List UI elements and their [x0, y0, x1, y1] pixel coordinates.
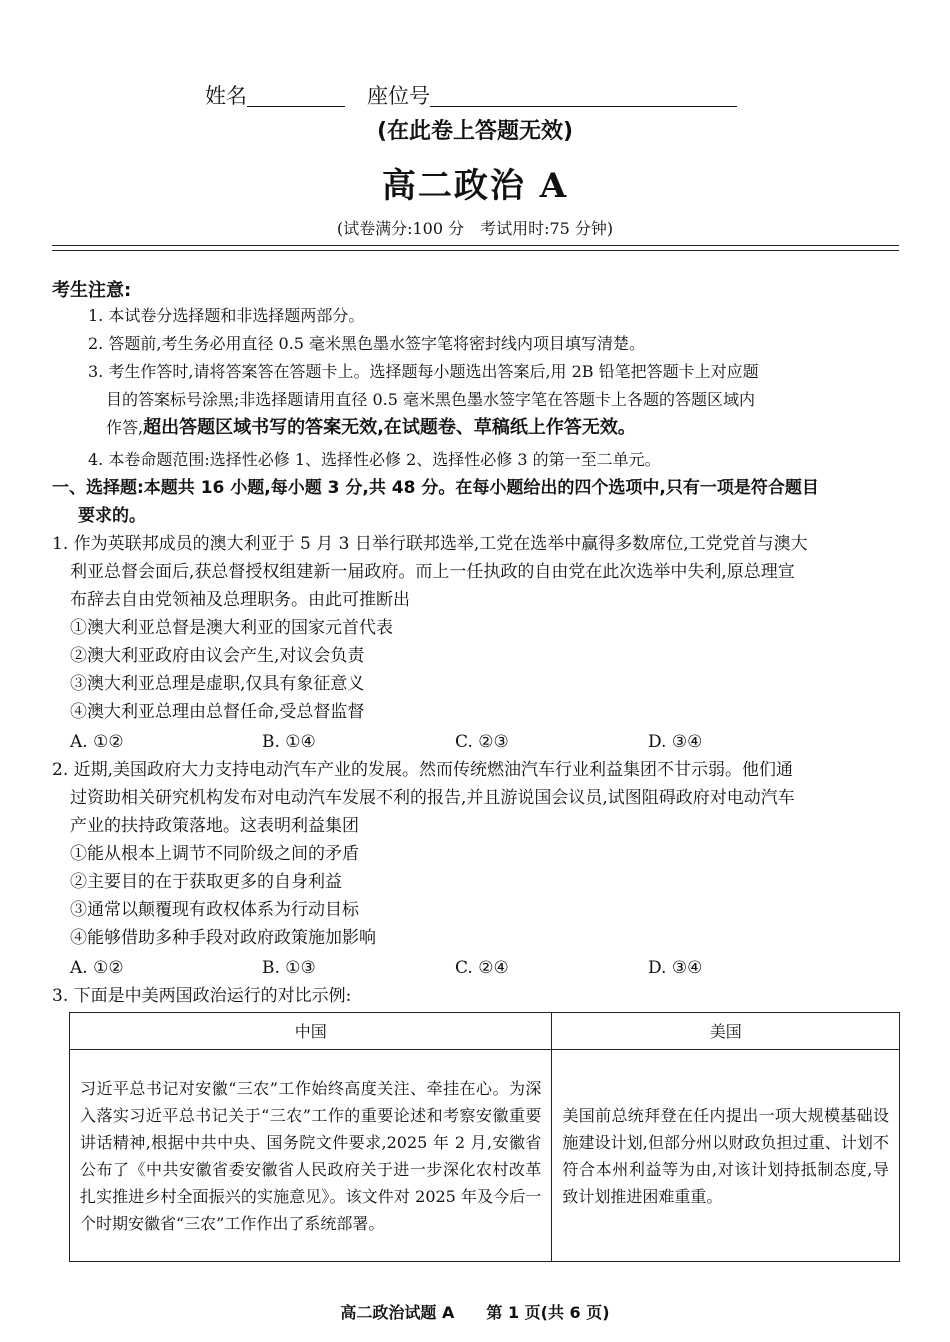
question-2-statement-1: ①能从根本上调节不同阶级之间的矛盾	[70, 844, 359, 864]
question-1-stem	[52, 530, 900, 614]
question-1-option-c[interactable]: C. ②③	[455, 732, 509, 752]
section-heading	[52, 474, 902, 530]
question-2-stem-line1: 2. 近期,美国政府大力支持电动汽车产业的发展。然而传统燃油汽车行业利益集团不甘示弱。他们通	[52, 760, 794, 780]
question-2-stem-line3: 产业的扶持政策落地。这表明利益集团	[70, 816, 359, 836]
note-item-3-line2: 目的答案标号涂黑;非选择题请用直径 0.5 毫米黑色墨水签字笔在答题卡上各题的答题区域内	[106, 390, 756, 409]
question-2-option-c[interactable]: C. ②④	[455, 958, 509, 978]
note-item-3	[88, 358, 900, 442]
note-item-2: 2. 答题前,考生务必用直径 0.5 毫米黑色墨水签字笔将密封线内项目填写清楚。	[88, 334, 646, 353]
name-label: 姓名	[205, 84, 247, 108]
question-2-stem	[52, 756, 900, 840]
note-item-3-line3-plain: 作答,	[106, 418, 144, 437]
question-2-stem-line2: 过资助相关研究机构发布对电动汽车发展不利的报告,并且游说国会议员,试图阻碍政府对电动汽车	[70, 788, 795, 808]
question-2-statement-4: ④能够借助多种手段对政府政策施加影响	[70, 928, 376, 948]
note-item-3-line3	[88, 414, 900, 442]
question-2-statement-2: ②主要目的在于获取更多的自身利益	[70, 872, 342, 892]
section-heading-line1: 一、选择题:本题共 16 小题,每小题 3 分,共 48 分。在每小题给出的四个选项中,只有一项是符合题目	[52, 478, 819, 498]
question-1-statement-1: ①澳大利亚总督是澳大利亚的国家元首代表	[70, 618, 393, 638]
exam-meta: (试卷满分:100 分 考试用时:75 分钟)	[336, 219, 614, 238]
question-2-option-b[interactable]: B. ①③	[262, 958, 316, 978]
header-divider-top	[52, 245, 899, 246]
question-1-stem-line2: 利亚总督会面后,获总督授权组建新一届政府。而上一任执政的自由党在此次选举中失利,原总理宣	[70, 562, 795, 582]
page-footer: 高二政治试题 A 第 1 页(共 6 页)	[340, 1303, 610, 1322]
question-1-option-b[interactable]: B. ①④	[262, 732, 316, 752]
note-item-1: 1. 本试卷分选择题和非选择题两部分。	[88, 306, 365, 325]
note-item-4: 4. 本卷命题范围:选择性必修 1、选择性必修 2、选择性必修 3 的第一至二单元。	[88, 450, 661, 469]
table-cell-usa: 美国前总统拜登在任内提出一项大规模基础设施建设计划,但部分州以财政负担过重、计划不符合本州利益等为由,对该计划持抵制态度,导致计划推进困难重重。	[552, 1050, 900, 1262]
question-2-option-a[interactable]: A. ①②	[70, 958, 124, 978]
notes-heading: 考生注意:	[52, 280, 132, 301]
question-2-option-d[interactable]: D. ③④	[648, 958, 703, 978]
table-cell-china: 习近平总书记对安徽“三农”工作始终高度关注、牵挂在心。为深入落实习近平总书记关于“三农”工作的重要论述和考察安徽重要讲话精神,根据中共中央、国务院文件要求,2025 年 2 月,安徽省公布了《中共安徽省委安徽省人民政府关于进一步深化农村改革扎实推进乡村全面振兴的实施意见》。该文件对 2025 年及今后一个时期安徽省“三农”工作作出了系统部署。	[70, 1050, 552, 1262]
table-header-row	[70, 1013, 900, 1050]
seat-label: 座位号	[367, 84, 430, 108]
table-row	[70, 1050, 900, 1262]
page-title: 高二政治 A	[381, 166, 569, 206]
table-header-usa: 美国	[552, 1013, 900, 1050]
candidate-info-line	[205, 80, 737, 110]
header-notice: (在此卷上答题无效)	[376, 119, 574, 144]
section-heading-line2: 要求的。	[78, 506, 146, 526]
question-3-stem: 3. 下面是中美两国政治运行的对比示例:	[52, 986, 352, 1006]
question-1-statement-3: ③澳大利亚总理是虚职,仅具有象征意义	[70, 674, 365, 694]
question-1-statement-4: ④澳大利亚总理由总督任命,受总督监督	[70, 702, 365, 722]
note-item-3-line1: 3. 考生作答时,请将答案答在答题卡上。选择题每小题选出答案后,用 2B 铅笔把答题卡上对应题	[88, 362, 759, 381]
question-1-option-d[interactable]: D. ③④	[648, 732, 703, 752]
comparison-table	[69, 1012, 900, 1262]
seat-blank	[430, 87, 737, 107]
question-1-option-a[interactable]: A. ①②	[70, 732, 124, 752]
question-1-stem-line1: 1. 作为英联邦成员的澳大利亚于 5 月 3 日举行联邦选举,工党在选举中赢得多数席位,工党党首与澳大	[52, 534, 808, 554]
question-1-stem-line3: 布辞去自由党领袖及总理职务。由此可推断出	[70, 590, 410, 610]
note-item-3-warning: 超出答题区域书写的答案无效,在试题卷、草稿纸上作答无效。	[143, 417, 636, 438]
table-header-china: 中国	[70, 1013, 552, 1050]
question-1-statement-2: ②澳大利亚政府由议会产生,对议会负责	[70, 646, 365, 666]
header-divider-bottom	[52, 250, 899, 251]
question-2-statement-3: ③通常以颠覆现有政权体系为行动目标	[70, 900, 359, 920]
name-blank	[247, 87, 345, 107]
